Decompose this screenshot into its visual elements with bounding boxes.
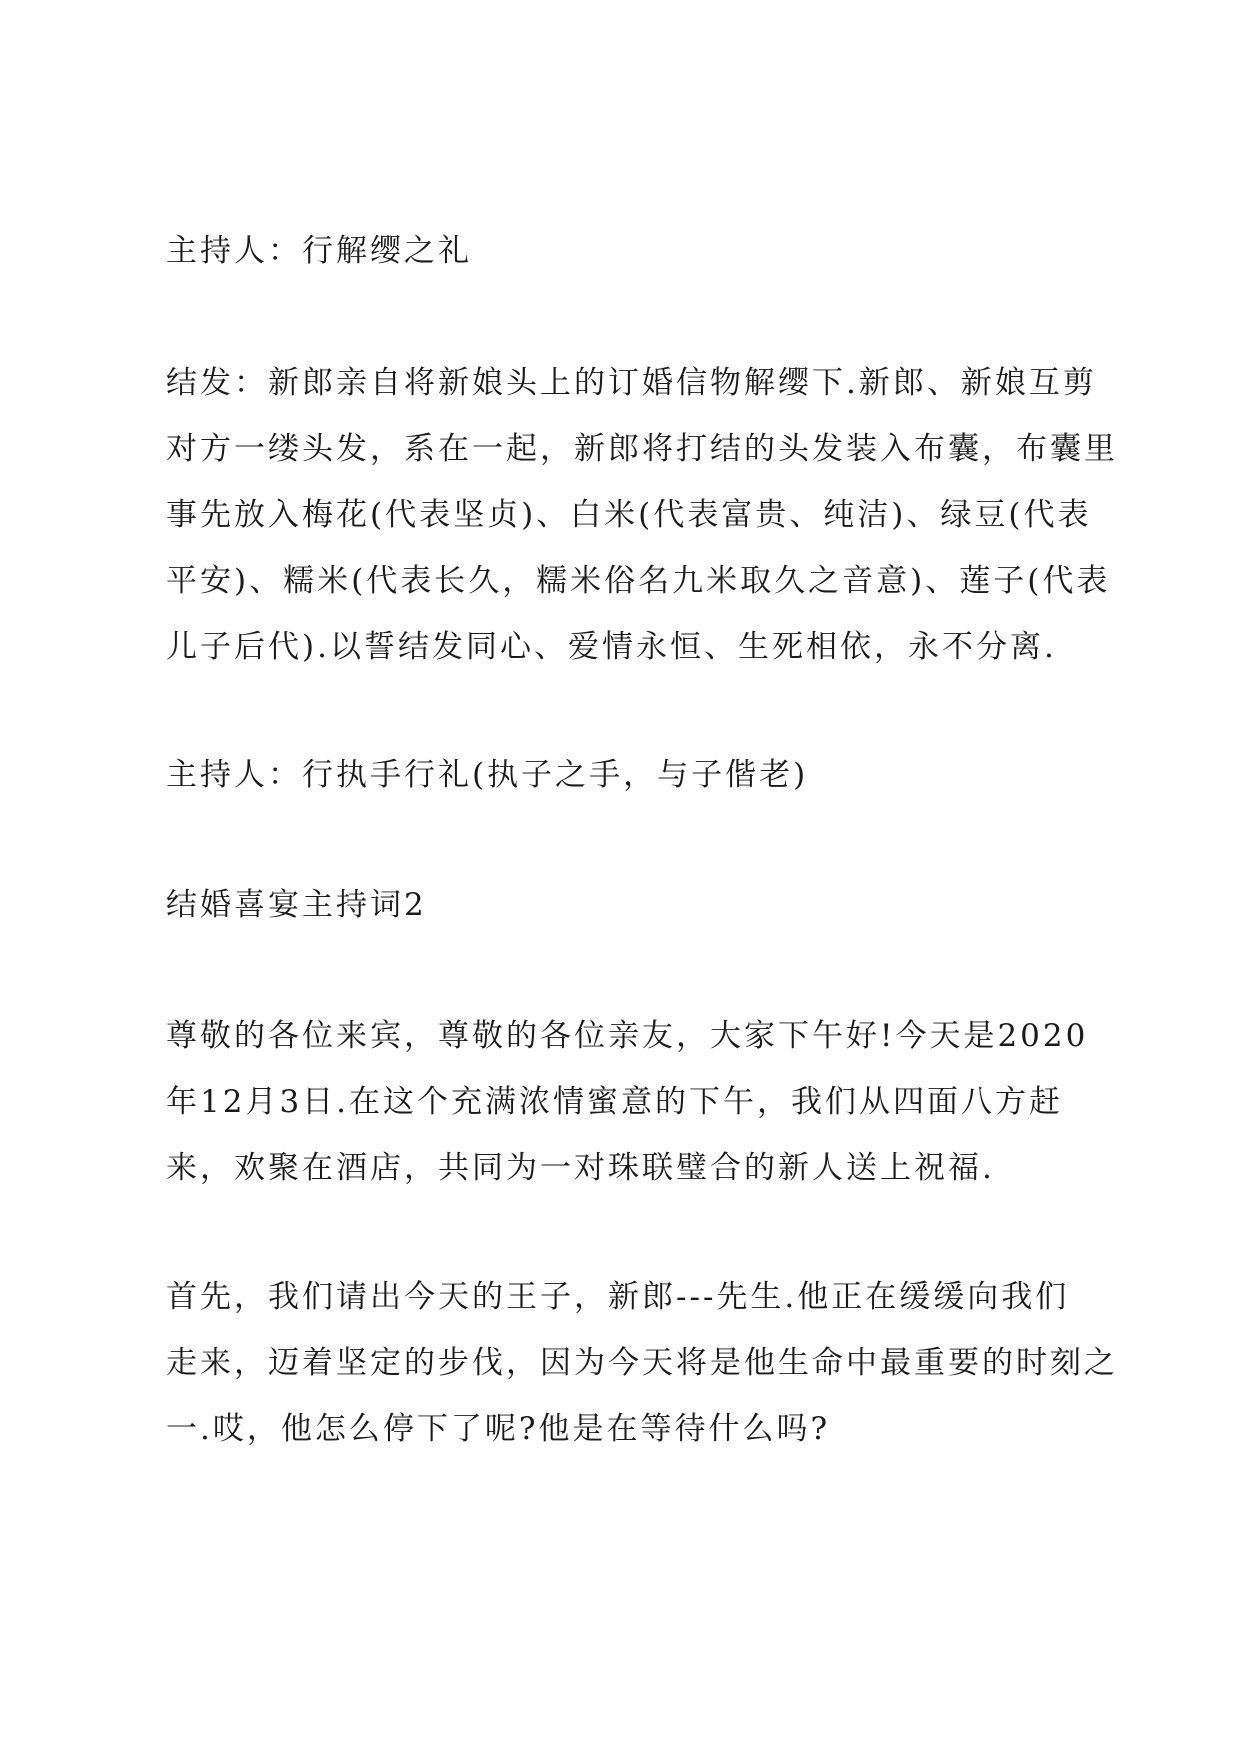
greeting-paragraph — [166, 1003, 1096, 1201]
text-line: 首先，我们请出今天的王子，新郎---先生.他正在缓缓向我们 — [166, 1279, 1070, 1315]
text-line: 主持人：行解缨之礼 — [166, 233, 472, 269]
text-line: 走来，迈着坚定的步伐，因为今天将是他生命中最重要的时刻之 — [166, 1345, 1118, 1381]
host-line-untie-tassel — [166, 218, 1096, 284]
text-line: 年12月3日.在这个充满浓情蜜意的下午，我们从四面八方赶 — [166, 1084, 1064, 1120]
section-heading — [166, 872, 1096, 938]
text-line: 事先放入梅花(代表坚贞)、白米(代表富贵、纯洁)、绿豆(代表 — [166, 497, 1092, 533]
text-line: 主持人：行执手行礼(执子之手，与子偕老) — [166, 757, 809, 793]
text-line: 平安)、糯米(代表长久，糯米俗名九米取久之音意)、莲子(代表 — [166, 563, 1111, 599]
text-line: 来，欢聚在酒店，共同为一对珠联璧合的新人送上祝福. — [166, 1150, 995, 1186]
text-line: 一.哎，他怎么停下了呢?他是在等待什么吗? — [166, 1411, 831, 1447]
text-line: 结发：新郎亲自将新娘头上的订婚信物解缨下.新郎、新娘互剪 — [166, 365, 1097, 401]
text-line: 儿子后代).以誓结发同心、爱情永恒、生死相依，永不分离. — [166, 629, 1057, 665]
text-line: 对方一缕头发，系在一起，新郎将打结的头发装入布囊，布囊里 — [166, 431, 1118, 467]
groom-entrance-paragraph — [166, 1264, 1118, 1462]
text-line: 尊敬的各位来宾，尊敬的各位亲友，大家下午好!今天是2020 — [166, 1018, 1089, 1054]
host-line-hold-hands — [166, 742, 1096, 808]
knot-hair-paragraph — [166, 350, 1118, 680]
text-line: 结婚喜宴主持词2 — [166, 887, 427, 923]
